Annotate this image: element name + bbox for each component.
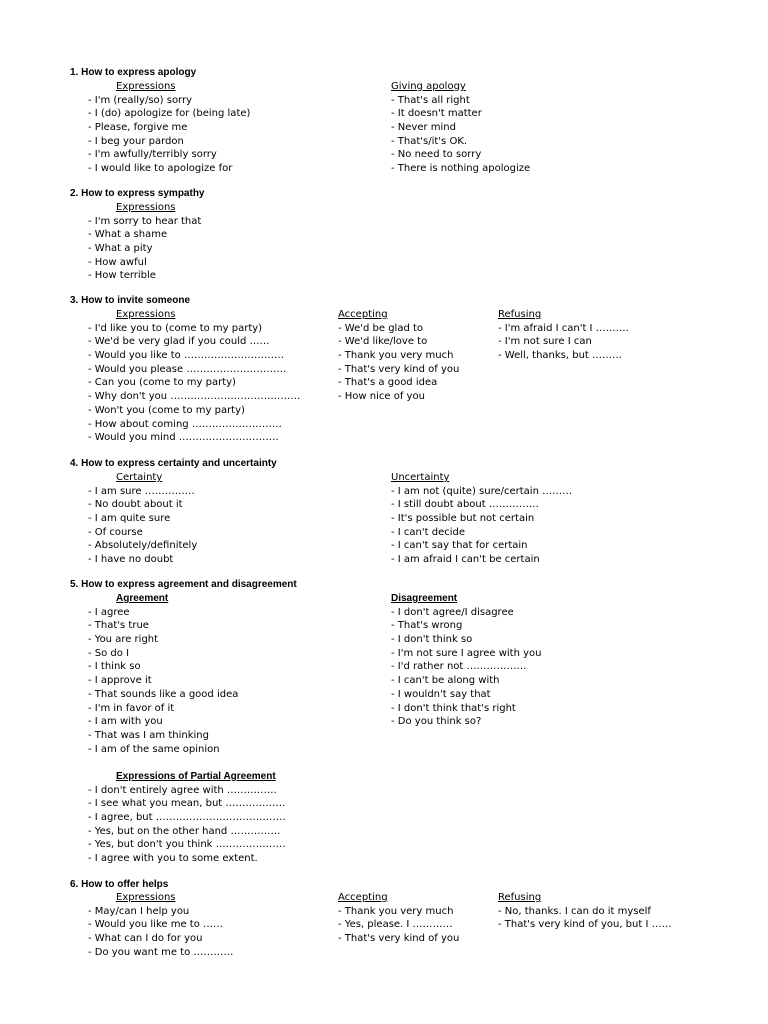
list-item: - I can't decide (391, 526, 466, 538)
list-item: - I (do) apologize for (being late) (88, 108, 251, 120)
list-item: - I am of the same opinion (88, 743, 220, 755)
list-item: - I don't agree/I disagree (391, 606, 514, 618)
list-item: - I see what you mean, but ……………… (88, 798, 286, 810)
column-heading: Expressions (116, 309, 176, 320)
disagreement-column (391, 592, 541, 729)
column-heading: Agreement (116, 593, 169, 604)
section-title-agreement: 5. How to express agreement and disagreement (70, 579, 297, 590)
column-heading: Expressions (116, 81, 176, 92)
list-item: - Do you think so? (391, 716, 482, 728)
column-heading: Accepting (338, 309, 388, 320)
list-item: - I think so (88, 661, 141, 673)
column-heading: Certainty (116, 472, 163, 483)
list-item: - Yes, but don't you think ………………… (88, 839, 286, 851)
column-heading: Refusing (498, 309, 542, 320)
list-item: - That's very kind of you (338, 363, 460, 375)
certainty-column (88, 471, 197, 567)
list-item: - That sounds like a good idea (88, 688, 239, 700)
agreement-column (88, 592, 238, 756)
list-item: - We'd be very glad if you could …… (88, 336, 270, 348)
list-item: - I agree, but ………………………………… (88, 812, 286, 824)
list-item: - I still doubt about …………… (391, 499, 539, 511)
list-item: - Never mind (391, 122, 456, 134)
list-item: - I have no doubt (88, 554, 174, 566)
uncertainty-column (391, 471, 572, 567)
list-item: - That was I am thinking (88, 729, 209, 741)
list-item: - Of course (88, 526, 143, 538)
list-item: - That's true (88, 620, 149, 632)
list-item: - Absolutely/definitely (88, 540, 198, 552)
list-item: - Won't you (come to my party) (88, 404, 245, 416)
section-title-apology: 1. How to express apology (70, 67, 197, 78)
column-heading: Uncertainty (391, 472, 450, 483)
list-item: - I'm sorry to hear that (88, 215, 202, 227)
section-title-offer-help: 6. How to offer helps (70, 879, 169, 890)
list-item: - Can you (come to my party) (88, 377, 236, 389)
list-item: - We'd be glad to (338, 322, 424, 334)
list-item: - I agree with you to some extent. (88, 853, 258, 865)
invite-accepting-column (338, 308, 459, 404)
list-item: - I wouldn't say that (391, 688, 491, 700)
list-item: - No doubt about it (88, 499, 183, 511)
offer-expressions-column (88, 891, 233, 959)
list-item: - No need to sorry (391, 149, 482, 161)
section-title-invite: 3. How to invite someone (70, 295, 191, 306)
list-item: - How about coming ……………………… (88, 418, 282, 430)
list-item: - I am not (quite) sure/certain ……… (391, 485, 573, 497)
column-heading: Refusing (498, 892, 542, 903)
list-item: - I'm not sure I can (498, 336, 592, 348)
list-item: - I am quite sure (88, 513, 171, 525)
sympathy-expressions-column (88, 201, 201, 283)
list-item: - I am with you (88, 716, 163, 728)
list-item: - I'm awfully/terribly sorry (88, 149, 217, 161)
column-heading: Giving apology (391, 81, 466, 92)
column-heading: Expressions (116, 202, 176, 213)
column-heading: Expressions of Partial Agreement (116, 771, 276, 782)
list-item: - We'd like/love to (338, 336, 428, 348)
column-heading: Expressions (116, 892, 176, 903)
list-item: - I approve it (88, 675, 152, 687)
list-item: - I can't say that for certain (391, 540, 528, 552)
list-item: - Please, forgive me (88, 122, 188, 134)
list-item: - No, thanks. I can do it myself (498, 905, 651, 917)
list-item: - Well, thanks, but ……… (498, 350, 623, 362)
list-item: - Why don't you ………………………………… (88, 391, 301, 403)
list-item: - Would you mind ………………………… (88, 432, 279, 444)
list-item: - I'd rather not ……………… (391, 661, 527, 673)
section-title-sympathy: 2. How to express sympathy (70, 188, 205, 199)
list-item: - It's possible but not certain (391, 513, 535, 525)
column-heading: Disagreement (391, 593, 458, 604)
offer-accepting-column (338, 891, 459, 946)
list-item: - I'm afraid I can't I ………. (498, 322, 629, 334)
list-item: - I'd like you to (come to my party) (88, 322, 263, 334)
invite-refusing-column (498, 308, 629, 363)
invite-expressions-column (88, 308, 300, 445)
list-item: - Would you like to ………………………… (88, 350, 284, 362)
section-title-certainty: 4. How to express certainty and uncertainty (70, 458, 277, 469)
list-item: - That's very kind of you, but I …… (498, 919, 672, 931)
list-item: - I am afraid I can't be certain (391, 554, 540, 566)
list-item: - I beg your pardon (88, 135, 184, 147)
partial-agreement-column (88, 770, 286, 866)
list-item: - That's very kind of you (338, 933, 460, 945)
list-item: - I am sure …………… (88, 485, 195, 497)
list-item: - That's a good idea (338, 377, 438, 389)
list-item: - What a pity (88, 243, 153, 255)
list-item: - Thank you very much (338, 350, 454, 362)
list-item: - What can I do for you (88, 933, 203, 945)
list-item: - I don't think so (391, 634, 473, 646)
apology-response-column (391, 80, 530, 176)
list-item: - How nice of you (338, 391, 425, 403)
list-item: - I'm not sure I agree with you (391, 647, 542, 659)
list-item: - I'm in favor of it (88, 702, 175, 714)
list-item: - May/can I help you (88, 905, 190, 917)
list-item: - Would you please ………………………… (88, 363, 287, 375)
list-item: - It doesn't matter (391, 108, 482, 120)
list-item: - I would like to apologize for (88, 163, 233, 175)
list-item: - There is nothing apologize (391, 163, 531, 175)
list-item: - I can't be along with (391, 675, 500, 687)
list-item: - I'm (really/so) sorry (88, 94, 193, 106)
list-item: - What a shame (88, 229, 168, 241)
list-item: - That's/it's OK. (391, 135, 468, 147)
list-item: - That's wrong (391, 620, 463, 632)
list-item: - I don't think that's right (391, 702, 516, 714)
list-item: - How awful (88, 256, 147, 268)
offer-refusing-column (498, 891, 672, 932)
list-item: - That's all right (391, 94, 470, 106)
list-item: - You are right (88, 634, 159, 646)
list-item: - Do you want me to ………… (88, 946, 234, 958)
column-heading: Accepting (338, 892, 388, 903)
list-item: - Would you like me to …… (88, 919, 224, 931)
list-item: - I agree (88, 606, 130, 618)
list-item: - Yes, but on the other hand …………… (88, 825, 281, 837)
list-item: - So do I (88, 647, 130, 659)
list-item: - Yes, please. I ………… (338, 919, 453, 931)
list-item: - I don't entirely agree with …………… (88, 784, 277, 796)
list-item: - Thank you very much (338, 905, 454, 917)
apology-expressions-column (88, 80, 250, 176)
list-item: - How terrible (88, 270, 156, 282)
